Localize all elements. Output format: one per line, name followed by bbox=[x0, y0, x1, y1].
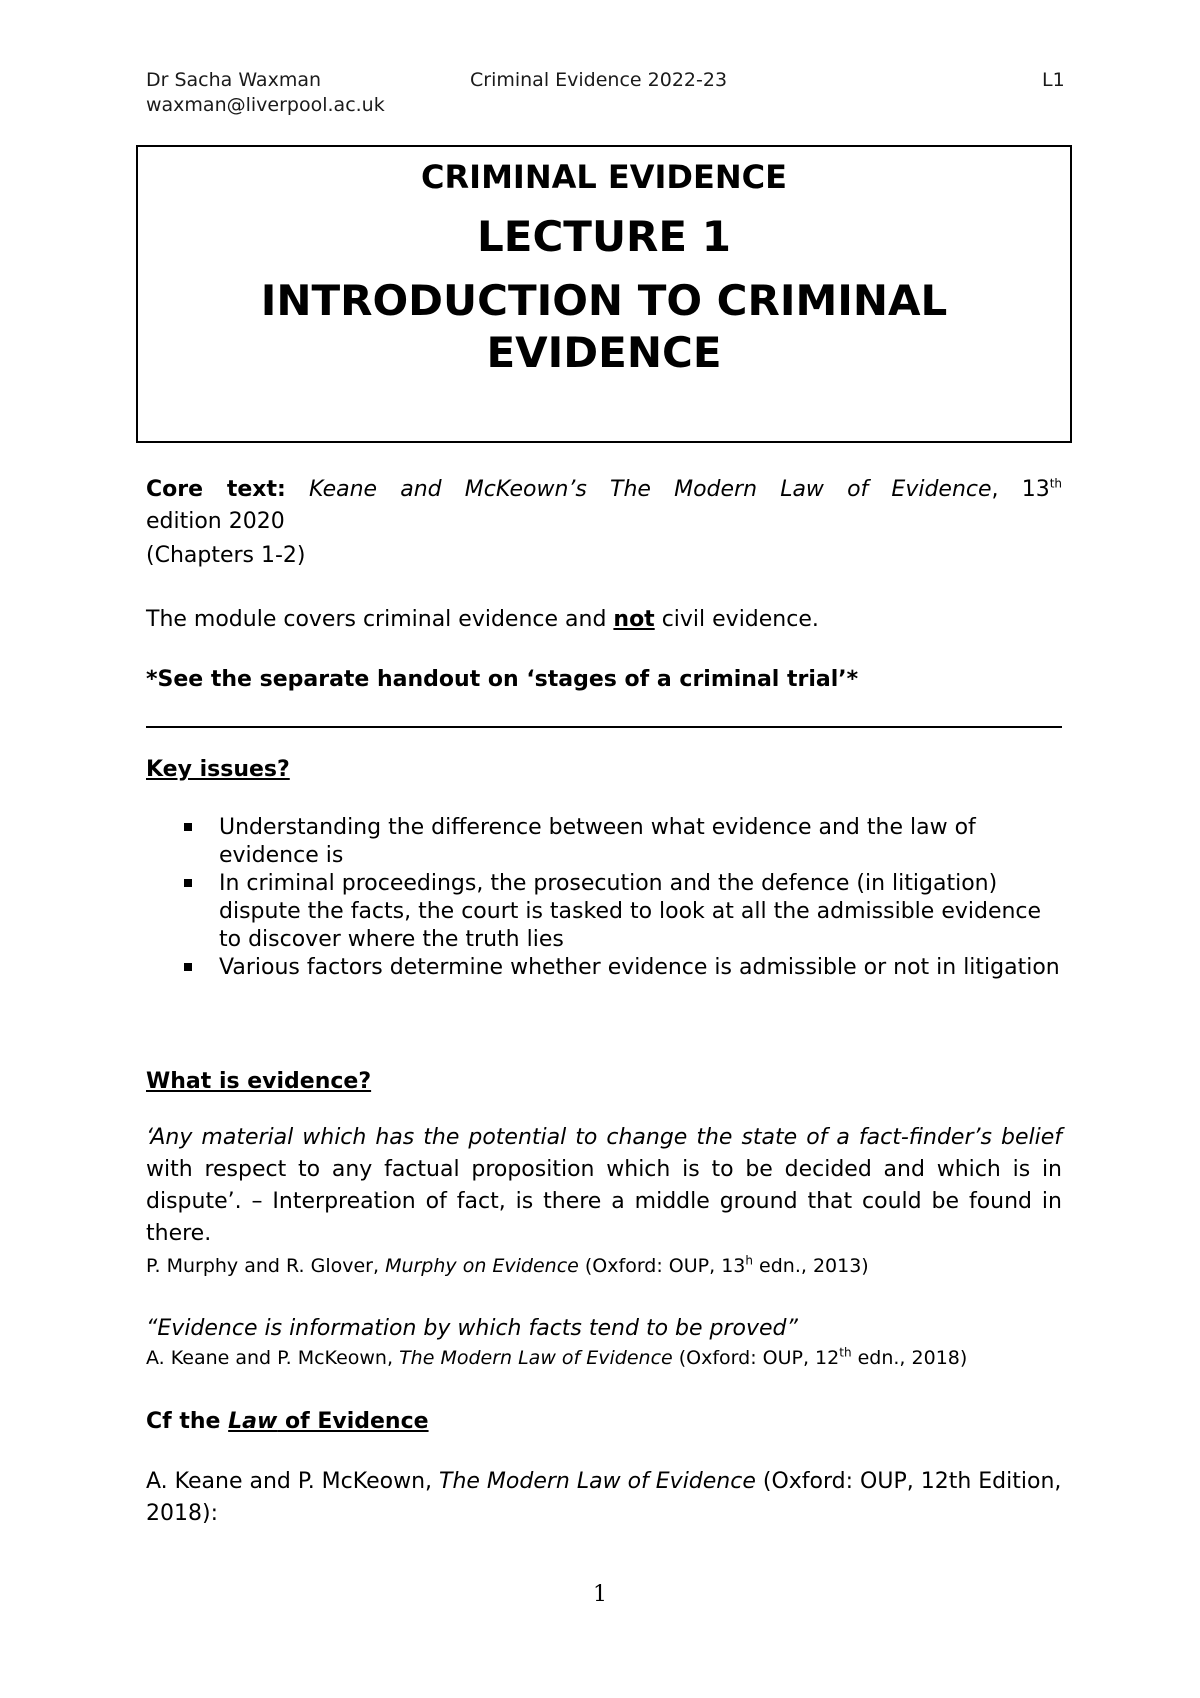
what-is-evidence-heading: What is evidence? bbox=[146, 1069, 372, 1094]
handout-note: *See the separate handout on ‘stages of a criminal trial’* bbox=[146, 667, 859, 692]
page-number: 1 bbox=[593, 1582, 607, 1607]
title-box bbox=[136, 145, 1072, 443]
quote-1-italic: ‘Any material which has the potential to change the state of a fact-finder’s belief bbox=[146, 1125, 1062, 1150]
header-course: Criminal Evidence 2022-23 bbox=[470, 69, 728, 91]
core-text-edition: , 13 bbox=[991, 477, 1050, 502]
quote-1-rest: with respect to any factual proposition which is to be decided and which is in dispute’. – Interpreation of fact, is there a middle ground that could be found in there. bbox=[146, 1157, 1062, 1246]
module-note-after: civil evidence. bbox=[654, 607, 819, 632]
module-note bbox=[146, 604, 1062, 636]
core-text-book: Keane and McKeown’s The Modern Law of Evidence bbox=[308, 477, 992, 502]
bullet-icon bbox=[184, 963, 192, 971]
core-text-chapters: (Chapters 1-2) bbox=[146, 543, 306, 568]
bullet-icon bbox=[184, 823, 192, 831]
law-of-evidence-heading: Cf the Law of Evidence bbox=[146, 1409, 429, 1434]
core-text-edition-sup: th bbox=[1049, 476, 1062, 491]
module-note-before: The module covers criminal evidence and bbox=[146, 607, 614, 632]
module-note-emphasis: not bbox=[613, 607, 655, 632]
title-topic: INTRODUCTION TO CRIMINAL EVIDENCE bbox=[260, 276, 948, 377]
list-item: Various factors determine whether evidence is admissible or not in litigation bbox=[146, 954, 1062, 982]
header-author: Dr Sacha Waxman bbox=[146, 69, 322, 91]
section-divider bbox=[146, 726, 1062, 728]
citation-1-title: Murphy on Evidence bbox=[385, 1255, 579, 1277]
bullet-icon bbox=[184, 879, 192, 887]
evidence-quote-1 bbox=[146, 1122, 1062, 1250]
core-text-line bbox=[146, 474, 1062, 506]
title-lecture: LECTURE 1 bbox=[477, 212, 731, 261]
header-email: waxman@liverpool.ac.uk bbox=[146, 94, 385, 116]
key-issues-heading: Key issues? bbox=[146, 757, 290, 782]
evidence-quote-2: “Evidence is information by which facts tend to be proved” bbox=[146, 1316, 798, 1341]
core-text-label: Core text: bbox=[146, 477, 286, 502]
list-item: Understanding the difference between what evidence and the law of evidence is bbox=[146, 814, 1062, 870]
header-lecture-code: L1 bbox=[1042, 69, 1065, 91]
list-item: In criminal proceedings, the prosecution and the defence (in litigation) dispute the facts, the court is tasked to look at all the admissible evidence to discover where the truth lies bbox=[146, 870, 1062, 954]
key-issues-list bbox=[146, 814, 1062, 982]
law-of-evidence-citation: A. Keane and P. McKeown, The Modern Law of Evidence (Oxford: OUP, 12th Edition, 2018): bbox=[146, 1469, 1062, 1526]
core-text-edition-year: edition 2020 bbox=[146, 509, 285, 534]
citation-2-title: The Modern Law of Evidence bbox=[399, 1347, 673, 1369]
evidence-citation-1: P. Murphy and R. Glover, Murphy on Evidence (Oxford: OUP, 13$^h$ edn., 2013) bbox=[146, 1253, 869, 1277]
title-course: CRIMINAL EVIDENCE bbox=[421, 158, 787, 196]
evidence-citation-2: A. Keane and P. McKeown, The Modern Law of Evidence (Oxford: OUP, 12th edn., 2018) bbox=[146, 1345, 968, 1369]
